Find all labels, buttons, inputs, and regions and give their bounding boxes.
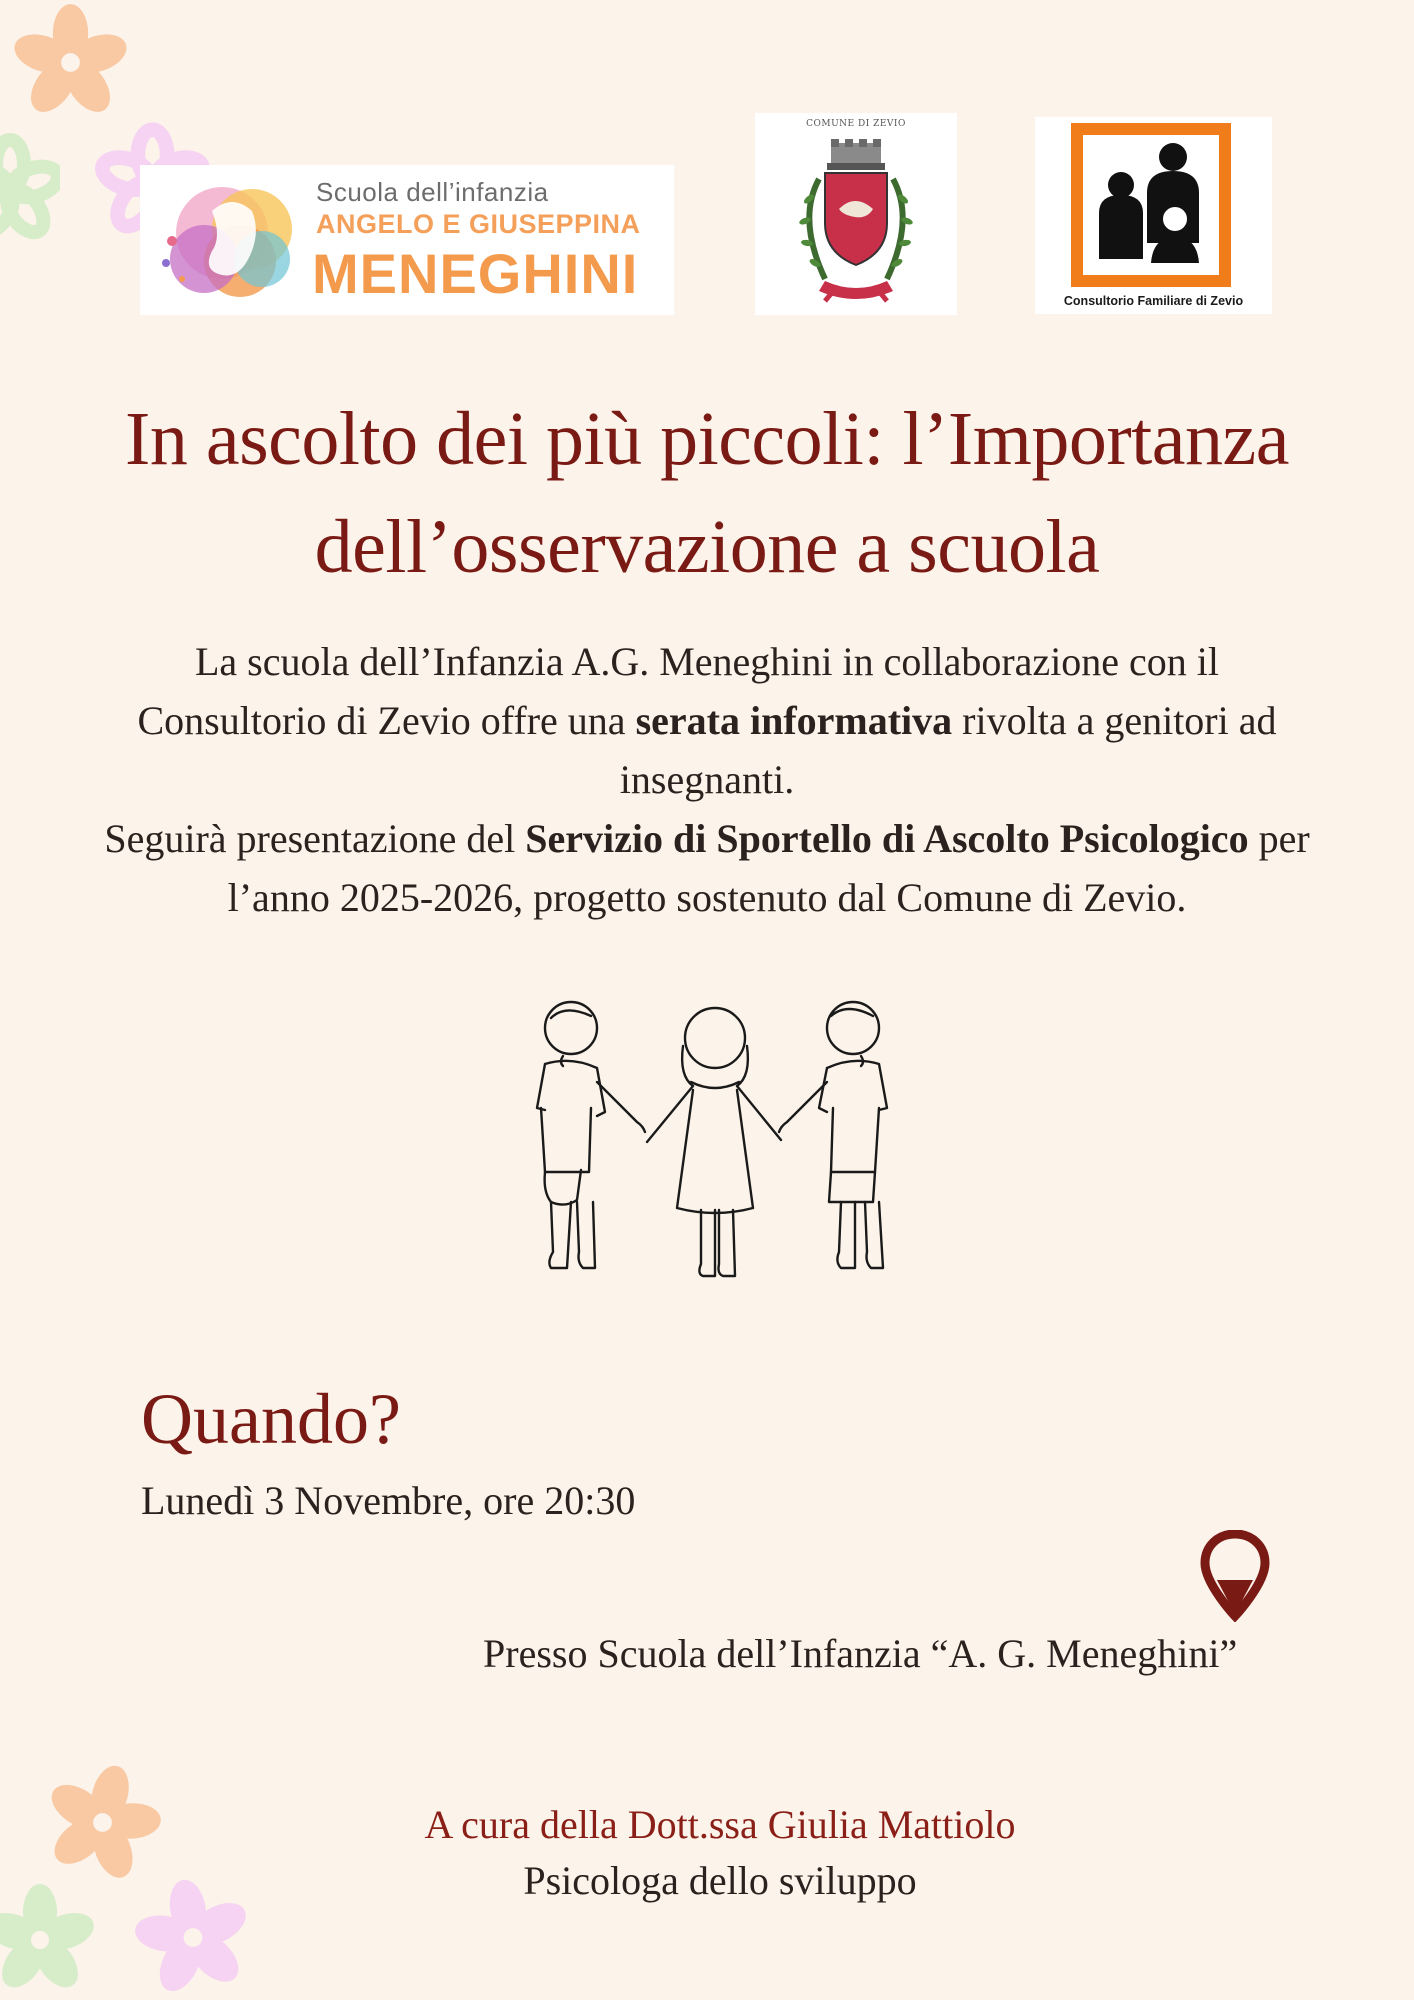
children-holding-hands-illustration	[515, 998, 910, 1298]
school-logo	[140, 165, 674, 315]
intro-text	[40, 632, 1374, 927]
intro-p2-text: Seguirà presentazione del	[104, 816, 526, 861]
intro-p2-end: per l’anno 2025-2026, progetto sostenuto dal Comune di Zevio.	[227, 816, 1310, 920]
intro-paragraph-2	[40, 809, 1374, 927]
comune-caption: COMUNE DI ZEVIO	[806, 119, 906, 129]
school-name-line3: MENEGHINI	[312, 242, 639, 305]
page-title	[40, 385, 1374, 601]
when-heading: Quando?	[141, 1379, 401, 1459]
intro-p1-bold: serata informativa	[635, 698, 953, 743]
intro-p2-bold: Servizio di Sportello di Ascolto Psicologico	[525, 816, 1249, 861]
credit-author: A cura della Dott.ssa Giulia Mattiolo	[424, 1802, 1016, 1847]
coat-of-arms-icon	[795, 139, 917, 309]
school-name-line1: Scuola dell’infanzia	[316, 177, 549, 207]
intro-paragraph-1	[40, 632, 1374, 809]
intro-p1-text: La scuola dell’Infanzia A.G. Meneghini in collaborazione con il Consultorio di Zevio offre una	[137, 639, 1220, 743]
title-line-1: In ascolto dei più piccoli: l’Importanza	[125, 397, 1289, 481]
credit-role: Psicologa dello sviluppo	[523, 1858, 917, 1903]
school-logo-emblem-icon	[152, 171, 302, 309]
intro-p1-end: rivolta a genitori ad insegnanti.	[619, 698, 1277, 802]
flower-decoration-top-left	[8, 0, 133, 125]
comune-logo	[755, 113, 957, 315]
school-name-line2: ANGELO E GIUSEPPINA	[316, 209, 641, 239]
consultorio-logo	[1035, 117, 1272, 314]
location-pin-icon	[1199, 1530, 1271, 1622]
consultorio-caption: Consultorio Familiare di Zevio	[1063, 294, 1244, 308]
flower-decoration-left-green	[0, 125, 60, 255]
event-datetime: Lunedì 3 Novembre, ore 20:30	[141, 1478, 636, 1523]
event-location: Presso Scuola dell’Infanzia “A. G. Meneghini”	[483, 1631, 1238, 1676]
title-line-2: dell’osservazione a scuola	[314, 505, 1100, 589]
family-logo-icon	[1071, 123, 1231, 287]
